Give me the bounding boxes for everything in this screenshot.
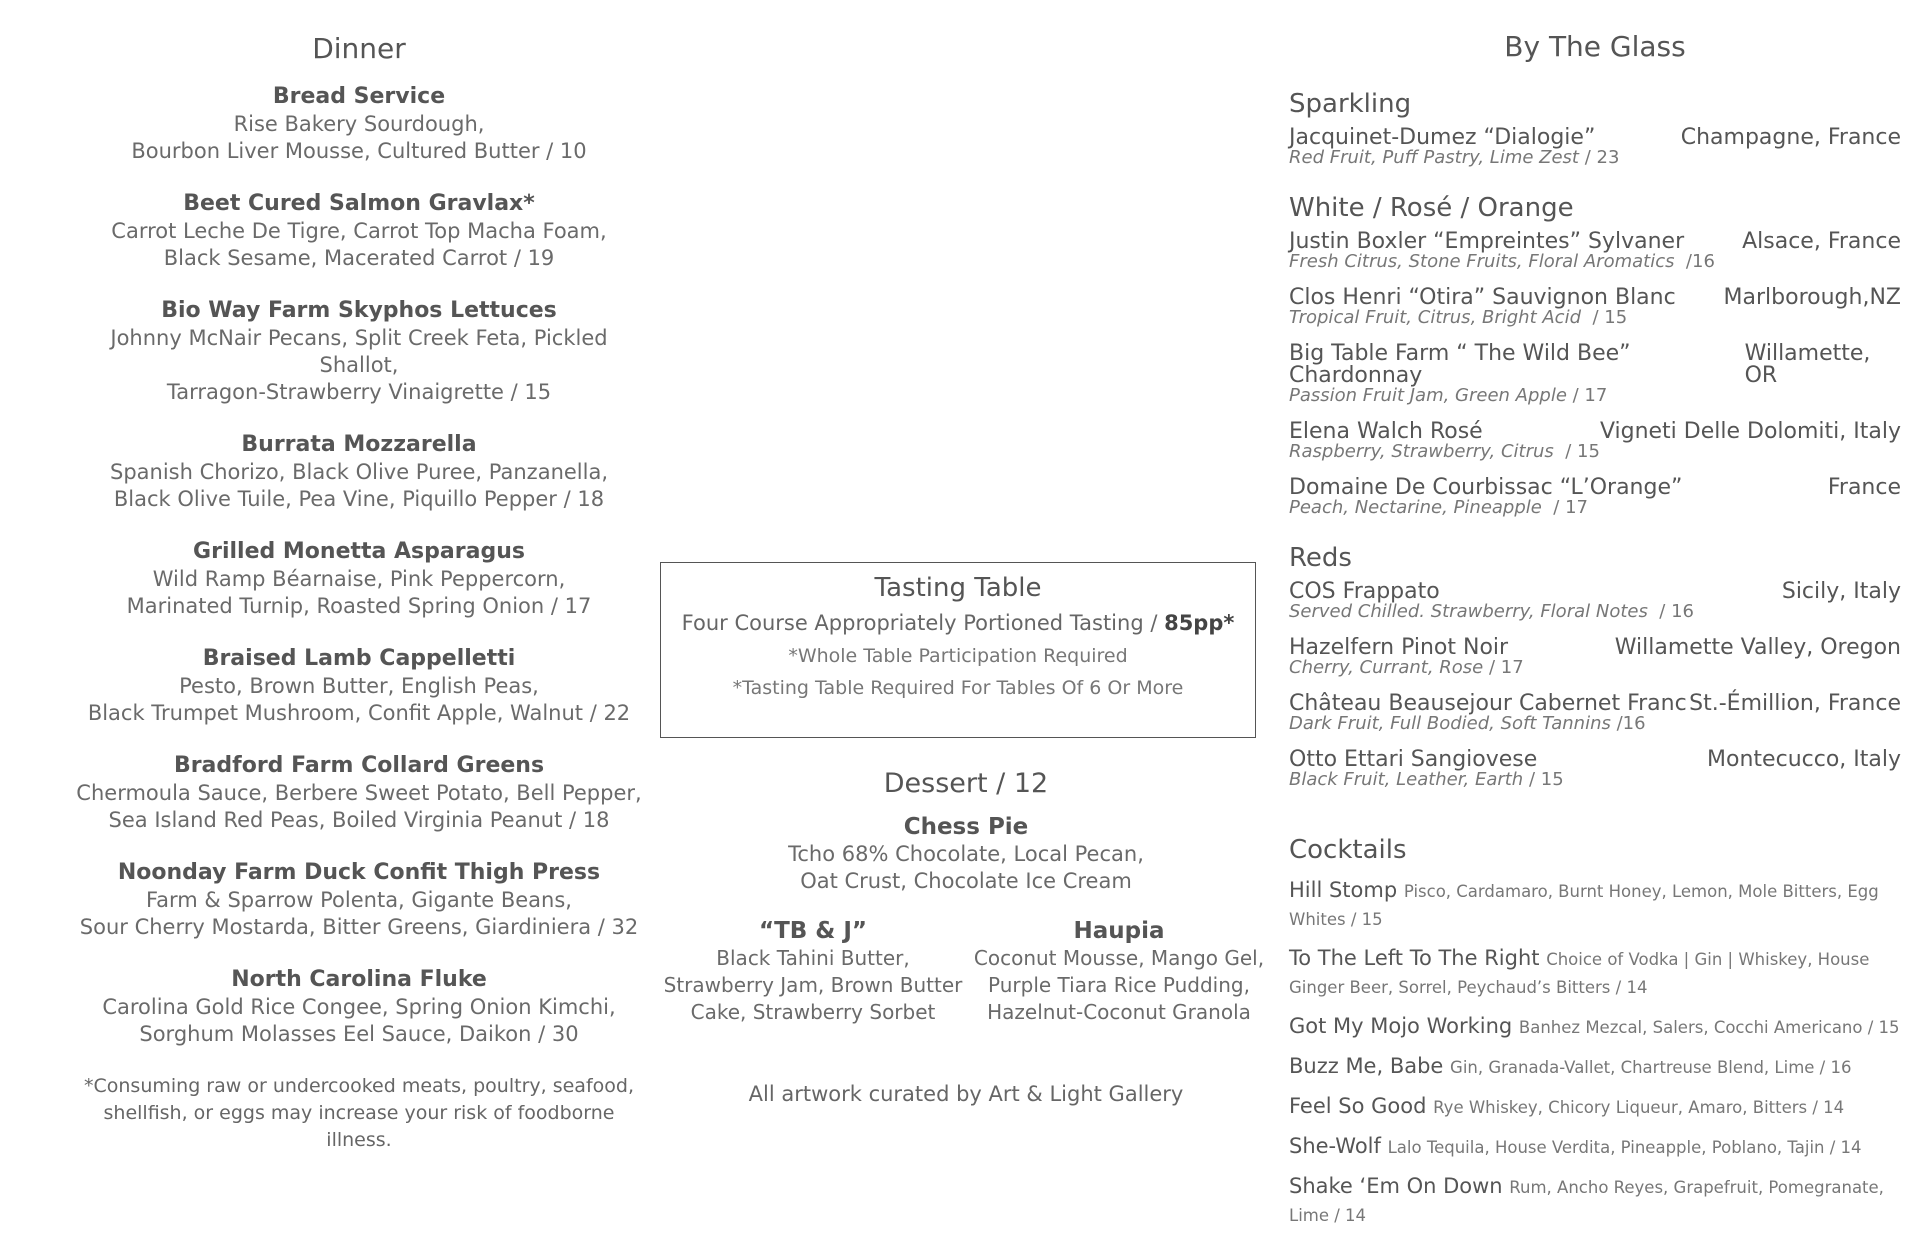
tasting-description [661,611,1255,635]
wine-region: Sicily, Italy [1781,579,1901,604]
wine-notes [1289,309,1901,327]
dish-description: Spanish Chorizo, Black Olive Puree, Panzanella, [109,460,609,484]
dessert-haupia [966,917,1272,1026]
wine-region: Alsace, France [1742,229,1901,254]
cocktail-item [1289,1013,1901,1041]
wine-name: Hazelfern Pinot Noir [1289,635,1509,660]
dish-description: Carrot Leche De Tigre, Carrot Top Macha Foam, [111,219,607,243]
wine-notes [1289,499,1901,517]
cocktail-description: Pisco, Cardamaro, Burnt Honey, Lemon, Mole Bitters, Egg Whites / 15 [1289,882,1879,929]
wine-item [1289,287,1901,327]
dessert-desc-2: Oat Crust, Chocolate Ice Cream [800,869,1132,893]
dish-description: Wild Ramp Béarnaise, Pink Peppercorn, [152,567,566,591]
wine-tasting-notes: Fresh Citrus, Stone Fruits, Floral Aromatics [1289,251,1675,272]
cocktail-item [1289,1053,1901,1081]
wine-name: Jacquinet-Dumez “Dialogie” [1289,125,1596,150]
cocktail-description: Lalo Tequila, House Verdita, Pineapple, Poblano, Tajin / 14 [1387,1138,1862,1157]
dish-description: Tarragon-Strawberry Vinaigrette / 15 [166,380,552,404]
glass-title: By The Glass [1504,30,1686,63]
dish-description: Pesto, Brown Butter, English Peas, [179,674,539,698]
tasting-table-box [660,562,1256,738]
wine-name: Clos Henri “Otira” Sauvignon Blanc [1289,285,1676,310]
wine-region: Willamette, OR [1744,341,1871,388]
dish-name: Beet Cured Salmon Gravlax* [183,191,535,216]
tasting-line-text: Four Course Appropriately Portioned Tasting / [681,611,1165,635]
dish-description: Johnny McNair Pecans, Split Creek Feta, Pickled Shallot, [110,326,608,377]
cocktail-item [1289,1093,1901,1121]
cocktail-name: Hill Stomp [1289,878,1398,902]
cocktail-description: Banhez Mezcal, Salers, Cocchi Americano / 15 [1518,1018,1900,1037]
cocktail-name: Shake ‘Em On Down [1289,1174,1503,1198]
category-cocktails: Cocktails [1289,835,1407,865]
cocktail-name: To The Left To The Right [1289,946,1540,970]
wine-price: / 17 [1483,657,1524,678]
dish-name: Bradford Farm Collard Greens [173,753,545,778]
dish-description: Black Trumpet Mushroom, Confit Apple, Walnut / 22 [87,701,631,725]
wine-notes [1289,659,1901,677]
cocktail-description: Gin, Granada-Vallet, Chartreuse Blend, Lime / 16 [1450,1058,1852,1077]
sparkling-list [1289,127,1901,167]
dish-description: Sorghum Molasses Eel Sauce, Daikon / 30 [139,1022,579,1046]
dish-description: Sea Island Red Peas, Boiled Virginia Peanut / 18 [108,808,610,832]
wine-name: Elena Walch Rosé [1289,419,1483,444]
dessert-chess-pie [660,813,1272,895]
dish-description: Chermoula Sauce, Berbere Sweet Potato, Bell Pepper, [76,781,642,805]
dinner-title: Dinner [312,32,406,65]
wine-item [1289,127,1901,167]
disclaimer-line-1: *Consuming raw or undercooked meats, poultry, seafood, [84,1075,634,1097]
wine-notes [1289,443,1901,461]
wine-region: Vigneti Delle Dolomiti, Italy [1599,419,1901,444]
dinner-item [70,966,648,1048]
wine-item [1289,749,1901,789]
dessert-tb-j [660,917,966,1026]
wine-tasting-notes: Peach, Nectarine, Pineapple [1289,497,1542,518]
cocktail-item [1289,945,1901,1001]
cocktail-item [1289,1133,1901,1161]
wine-region: St.-Émillion, France [1689,691,1901,716]
wine-tasting-notes: Tropical Fruit, Citrus, Bright Acid [1289,307,1582,328]
wine-price: / 15 [1523,769,1564,790]
dessert-desc-1: Black Tahini Butter, [716,946,910,970]
dessert-name: Chess Pie [903,814,1029,840]
cocktail-name: Feel So Good [1289,1094,1427,1118]
wine-tasting-notes: Red Fruit, Puff Pastry, Lime Zest [1289,147,1579,168]
white-list [1289,231,1901,517]
dish-description: Carolina Gold Rice Congee, Spring Onion Kimchi, [102,995,616,1019]
cocktail-item [1289,877,1901,933]
wine-notes [1289,387,1901,405]
dinner-item [70,297,648,406]
dessert-title: Dessert / 12 [883,768,1049,799]
dessert-desc-1: Coconut Mousse, Mango Gel, [973,946,1265,970]
wine-price: / 15 [1553,441,1600,462]
dinner-section [70,30,648,1154]
dish-name: Burrata Mozzarella [241,432,477,457]
category-reds: Reds [1289,543,1352,573]
tasting-note-1: *Whole Table Participation Required [788,645,1128,667]
dessert-desc-2: Purple Tiara Rice Pudding, [988,973,1250,997]
cocktail-item [1289,1173,1901,1229]
artwork-credit: All artwork curated by Art & Light Gallery [748,1082,1184,1106]
wine-name: Château Beausejour Cabernet Franc [1289,691,1687,716]
dish-name: Bio Way Farm Skyphos Lettuces [161,298,557,323]
cocktail-description: Choice of Vodka | Gin | Whiskey, House Ginger Beer, Sorrel, Peychaud’s Bitters / 14 [1289,950,1870,997]
wine-name: Big Table Farm “ The Wild Bee” Chardonnay [1289,341,1631,388]
wine-item [1289,693,1901,733]
dish-description: Rise Bakery Sourdough, [233,112,485,136]
wine-price: / 17 [1566,385,1608,406]
cocktail-name: She-Wolf [1289,1134,1381,1158]
reds-list [1289,581,1901,789]
dish-description: Marinated Turnip, Roasted Spring Onion / 17 [126,594,592,618]
dish-name: Braised Lamb Cappelletti [202,646,516,671]
wine-price: / 15 [1581,307,1628,328]
wine-item [1289,581,1901,621]
tasting-price: 85pp* [1164,611,1235,635]
dessert-section [660,768,1272,1026]
wine-item [1289,421,1901,461]
wine-region: Marlborough,NZ [1723,285,1901,310]
wine-region: Willamette Valley, Oregon [1614,635,1901,660]
dish-description: Black Olive Tuile, Pea Vine, Piquillo Pepper / 18 [113,487,605,511]
wine-notes [1289,603,1901,621]
dish-description: Bourbon Liver Mousse, Cultured Butter / 10 [131,139,587,163]
wine-region: France [1827,475,1901,500]
wine-tasting-notes: Cherry, Currant, Rose [1289,657,1484,678]
wine-name: Domaine De Courbissac “L’Orange” [1289,475,1683,500]
tasting-note-2: *Tasting Table Required For Tables Of 6 Or More [732,677,1184,699]
cocktail-description: Rum, Ancho Reyes, Grapefruit, Pomegranate, Lime / 14 [1289,1178,1884,1225]
dinner-item [70,538,648,620]
category-white-rose-orange: White / Rosé / Orange [1289,193,1574,223]
dinner-item [70,431,648,513]
wine-notes [1289,771,1901,789]
wine-notes [1289,253,1901,271]
wine-notes [1289,715,1901,733]
wine-price: /16 [1610,713,1646,734]
cocktail-list [1289,877,1901,1229]
wine-item [1289,637,1901,677]
dessert-desc-3: Hazelnut-Coconut Granola [987,1000,1251,1024]
wine-item [1289,343,1901,405]
wine-item [1289,477,1901,517]
wine-name: Otto Ettari Sangiovese [1289,747,1538,772]
dinner-item [70,752,648,834]
wine-price: /16 [1674,251,1715,272]
wine-notes [1289,149,1901,167]
wine-tasting-notes: Raspberry, Strawberry, Citrus [1289,441,1554,462]
wine-region: Champagne, France [1680,125,1901,150]
cocktail-description: Rye Whiskey, Chicory Liqueur, Amaro, Bitters / 14 [1433,1098,1845,1117]
category-sparkling: Sparkling [1289,89,1412,119]
dinner-items [70,83,648,1048]
dessert-desc-1: Tcho 68% Chocolate, Local Pecan, [788,842,1144,866]
dish-name: North Carolina Fluke [231,967,487,992]
by-the-glass-section [1289,30,1901,1241]
dish-description: Farm & Sparrow Polenta, Gigante Beans, [146,888,572,912]
cocktail-name: Got My Mojo Working [1289,1014,1513,1038]
wine-price: / 16 [1647,601,1694,622]
wine-region: Montecucco, Italy [1707,747,1901,772]
wine-item [1289,231,1901,271]
wine-name: COS Frappato [1289,579,1440,604]
dinner-item [70,190,648,272]
dinner-item [70,645,648,727]
wine-tasting-notes: Dark Fruit, Full Bodied, Soft Tannins [1289,713,1611,734]
dessert-desc-3: Cake, Strawberry Sorbet [690,1000,936,1024]
disclaimer-line-2: shellfish, or eggs may increase your risk of foodborne illness. [103,1102,615,1151]
cocktail-name: Buzz Me, Babe [1289,1054,1444,1078]
wine-tasting-notes: Served Chilled. Strawberry, Floral Notes [1289,601,1648,622]
dish-name: Noonday Farm Duck Confit Thigh Press [117,860,601,885]
dish-description: Sour Cherry Mostarda, Bitter Greens, Giardiniera / 32 [79,915,639,939]
tasting-title: Tasting Table [874,573,1042,603]
wine-price: / 17 [1541,497,1588,518]
dinner-item [70,83,648,165]
dish-name: Grilled Monetta Asparagus [193,539,525,564]
wine-tasting-notes: Black Fruit, Leather, Earth [1289,769,1524,790]
dish-description: Black Sesame, Macerated Carrot / 19 [163,246,555,270]
dessert-name: Haupia [1073,918,1165,944]
wine-tasting-notes: Passion Fruit Jam, Green Apple [1289,385,1567,406]
disclaimer [70,1073,648,1154]
dessert-name: “TB & J” [758,918,868,944]
wine-price: / 23 [1579,147,1620,168]
dessert-row [660,917,1272,1026]
dish-name: Bread Service [272,84,446,109]
dinner-item [70,859,648,941]
wine-name: Justin Boxler “Empreintes” Sylvaner [1289,229,1685,254]
dessert-desc-2: Strawberry Jam, Brown Butter [663,973,963,997]
